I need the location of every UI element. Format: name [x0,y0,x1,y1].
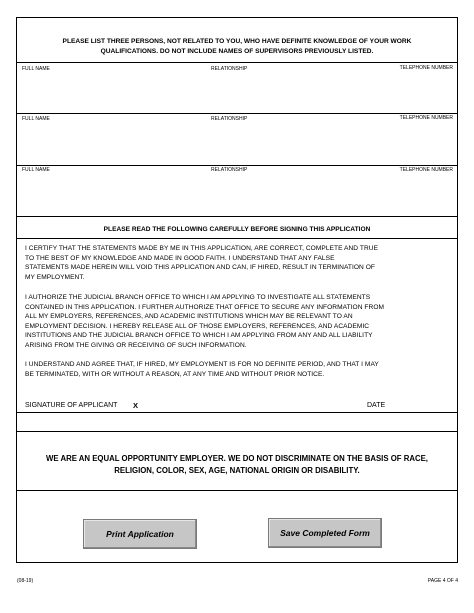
full-name-label: FULL NAME [22,66,50,72]
divider [17,431,457,432]
employment-terms-paragraph [25,360,449,379]
authorization-paragraph [25,293,449,351]
divider [17,113,457,114]
print-application-button[interactable]: Print Application [83,519,197,549]
certification-paragraph-1 [25,244,449,282]
para3-line: I UNDERSTAND AND AGREE THAT, IF HIRED, MY EMPLOYMENT IS FOR NO DEFINITE PERIOD, AND THAT I MAY [25,361,379,368]
eoe-line: RELIGION, COLOR, SEX, AGE, NATIONAL ORIGIN OR DISABILITY. [114,466,360,475]
certification-heading: PLEASE READ THE FOLLOWING CAREFULLY BEFORE SIGNING THIS APPLICATION [103,226,371,233]
relationship-label: RELATIONSHIP [211,116,248,122]
para1-line: STATEMENTS MADE HEREIN WILL VOID THIS APPLICATION AND CAN, IF HIRED, RESULT IN TERMINATION OF [25,264,376,272]
telephone-label: TELEPHONE NUMBER [399,115,453,121]
divider [17,490,457,491]
para1-line: TO THE BEST OF MY KNOWLEDGE AND MADE IN GOOD FAITH. I UNDERSTAND THAT ANY FALSE [25,254,335,262]
para2-line: EMPLOYMENT DECISION. I HEREBY RELEASE ALL OF THOSE EMPLOYERS, REFERENCES, AND ACADEMIC [25,322,370,330]
full-name-label: FULL NAME [22,167,50,173]
telephone-label: TELEPHONE NUMBER [399,65,453,71]
references-heading-line1: PLEASE LIST THREE PERSONS, NOT RELATED TO YOU, WHO HAVE DEFINITE KNOWLEDGE OF YOUR WORK [62,38,412,45]
para2-line: CONTAINED IN THIS APPLICATION. I FURTHER AUTHORIZE THAT OFFICE TO SECURE ANY INFORMATION FROM [25,303,385,311]
para1-line: I CERTIFY THAT THE STATEMENTS MADE BY ME IN THIS APPLICATION, ARE CORRECT, COMPLETE AND TRUE [25,245,379,252]
telephone-label: TELEPHONE NUMBER [399,167,453,173]
page-number: PAGE 4 OF 4 [427,578,458,584]
date-label: DATE [367,402,386,409]
full-name-label: FULL NAME [22,116,50,122]
save-completed-form-button[interactable]: Save Completed Form [268,518,382,548]
divider [17,216,457,217]
para2-line: I AUTHORIZE THE JUDICIAL BRANCH OFFICE TO WHICH I AM APPLYING TO INVESTIGATE ALL STATEMENTS [25,294,371,301]
application-form-frame [16,17,458,563]
divider [17,165,457,166]
para1-line: MY EMPLOYMENT. [25,273,85,281]
references-heading-line2: QUALIFICATIONS. DO NOT INCLUDE NAMES OF SUPERVISORS PREVIOUSLY LISTED. [100,47,374,55]
relationship-label: RELATIONSHIP [211,167,248,173]
form-code: (08-19) [17,578,34,584]
signature-line [17,412,457,413]
para2-line: ALL MY EMPLOYERS, REFERENCES, AND ACADEMIC INSTITUTIONS WHICH MAY BE RELEVANT TO AN [25,313,353,321]
para2-line: INSTITUTIONS AND THE JUDICIAL BRANCH OFFICE TO WHICH I AM APPLYING FROM ANY AND ALL LIABILITY [25,332,373,340]
divider [17,238,457,239]
references-heading [17,37,457,56]
para3-line: BE TERMINATED, WITH OR WITHOUT A REASON, AT ANY TIME AND WITHOUT PRIOR NOTICE. [25,370,325,378]
para2-line: ARISING FROM THE GIVING OR RECEIVING OF SUCH INFORMATION. [25,341,247,349]
signature-label: SIGNATURE OF APPLICANT [25,402,118,409]
divider [17,62,457,63]
signature-mark: X [133,401,139,410]
eoe-statement [17,453,457,477]
eoe-line: WE ARE AN EQUAL OPPORTUNITY EMPLOYER. WE DO NOT DISCRIMINATE ON THE BASIS OF RACE, [46,454,428,463]
relationship-label: RELATIONSHIP [211,66,248,72]
